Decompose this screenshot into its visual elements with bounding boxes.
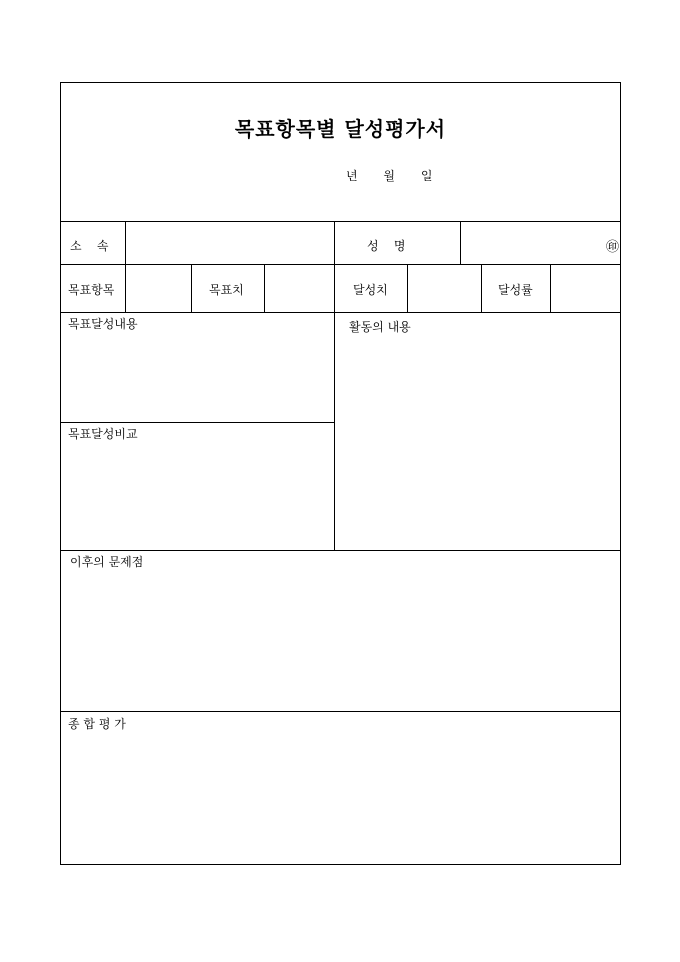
divider-v-name-label: [460, 221, 461, 264]
divider-content-compare: [61, 422, 335, 423]
dept-label: 소 속: [70, 239, 109, 253]
form-date: 년 월 일: [346, 169, 433, 183]
divider-row1: [61, 264, 620, 265]
divider-v-center: [334, 221, 335, 550]
item-label: 목표항목: [68, 283, 115, 297]
rate-label: 달성률: [498, 283, 533, 297]
divider-v-rate-value: [550, 264, 551, 312]
divider-v-achieved-value: [407, 264, 408, 312]
divider-v-rate-label: [481, 264, 482, 312]
divider-v-dept: [125, 221, 126, 264]
name-label: 성 명: [367, 239, 406, 253]
form-title: 목표항목별 달성평가서: [234, 117, 447, 141]
target-label: 목표치: [209, 283, 244, 297]
compare-label: 목표달성비교: [68, 427, 138, 441]
evaluation-form: [60, 82, 621, 865]
divider-overall: [61, 711, 620, 712]
divider-v-item: [125, 264, 126, 312]
divider-v-target-value: [264, 264, 265, 312]
problems-label: 이후의 문제점: [70, 555, 144, 569]
divider-v-target-label: [191, 264, 192, 312]
overall-label: 종 합 평 가: [68, 717, 126, 731]
divider-row2: [61, 312, 620, 313]
activity-label: 활동의 내용: [349, 320, 411, 334]
seal-mark: ㊞: [606, 240, 620, 255]
achieved-label: 달성치: [353, 283, 388, 297]
divider-header: [61, 221, 620, 222]
divider-problems: [61, 550, 620, 551]
content-label: 목표달성내용: [68, 317, 138, 331]
